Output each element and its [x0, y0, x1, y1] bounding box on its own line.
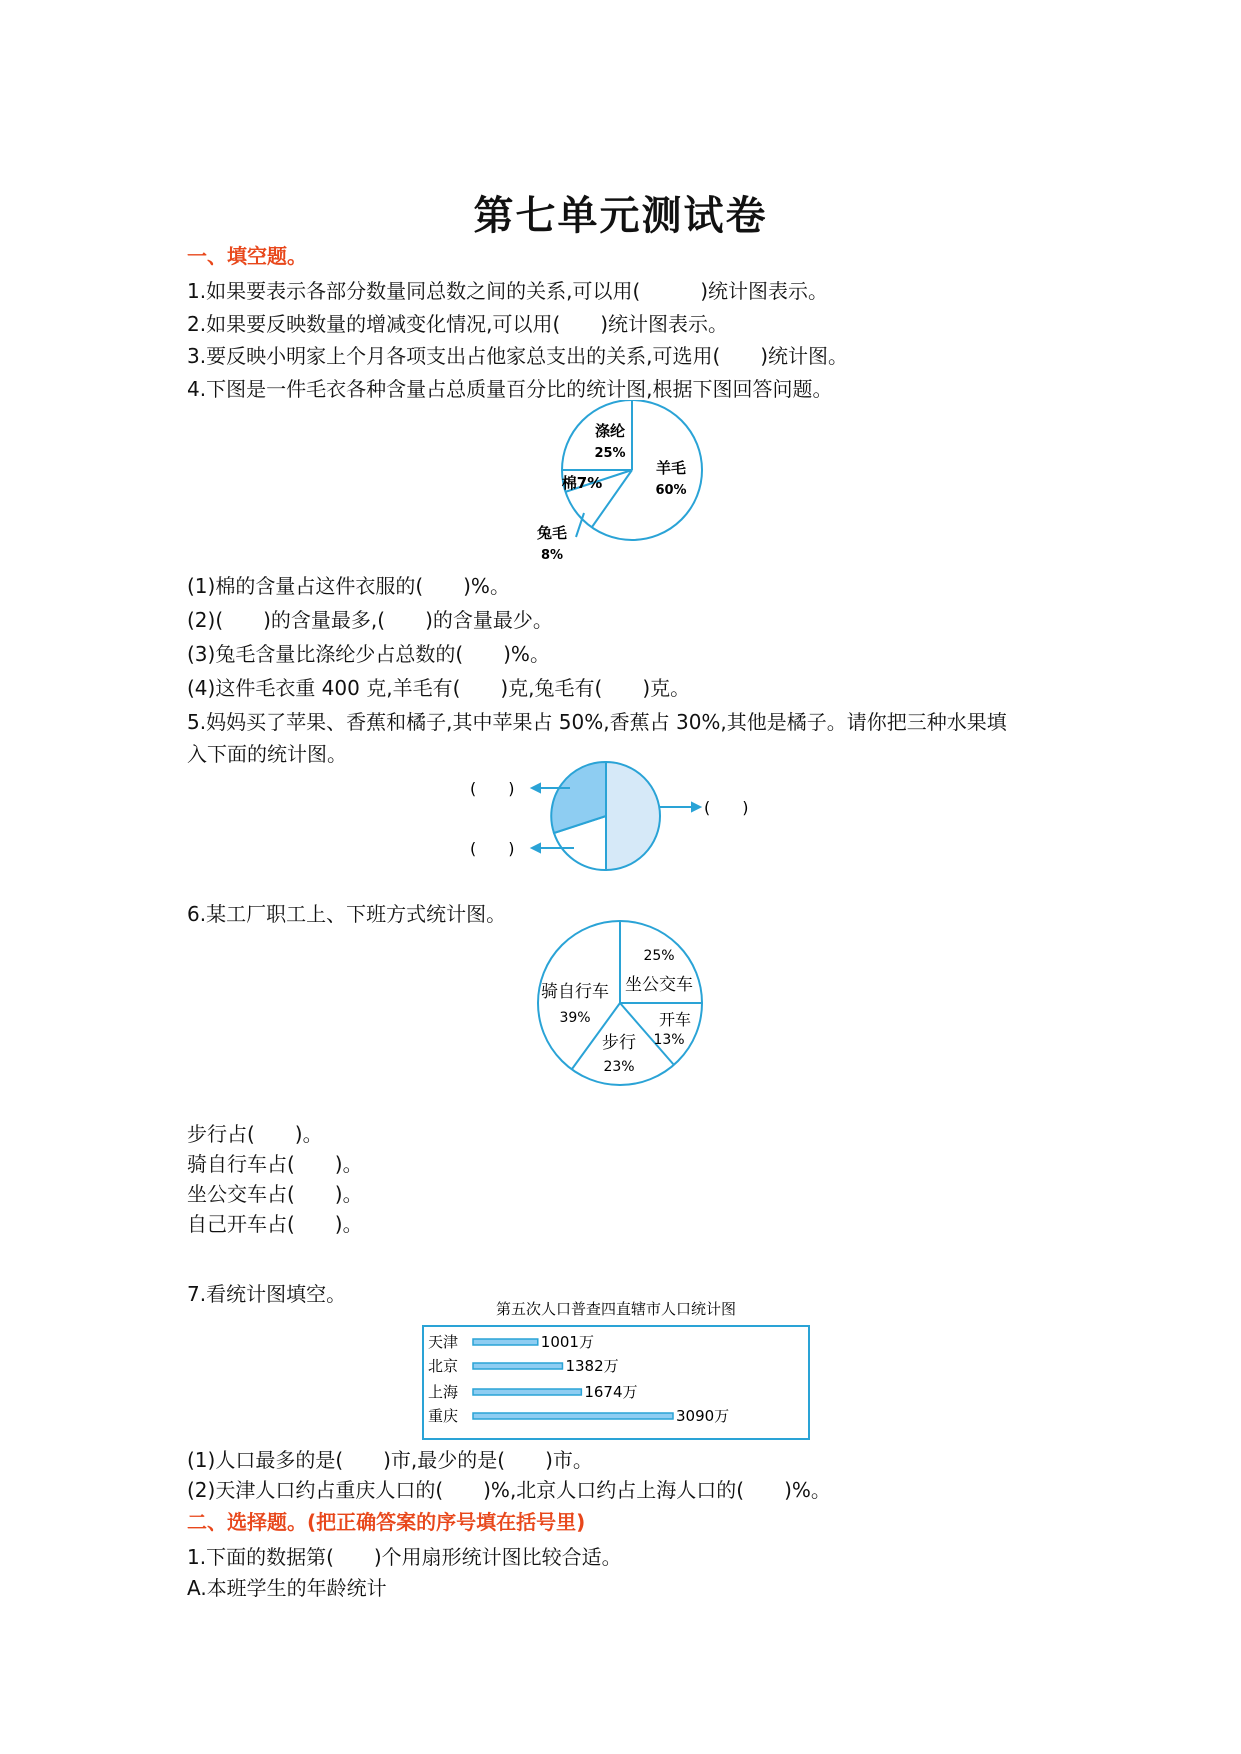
bar-value-label: 3090万: [676, 1407, 730, 1425]
blank-label-bottom-left: ( ): [470, 839, 515, 858]
bar: [473, 1363, 562, 1369]
category-label: 北京: [428, 1357, 459, 1375]
population-bar-chart: [420, 1298, 812, 1441]
bar: [473, 1339, 538, 1345]
section2-heading: 二、选择题。(把正确答案的序号填在括号里): [187, 1510, 586, 1534]
category-label: 上海: [428, 1383, 459, 1401]
q1-text: 1.如果要表示各部分数量同总数之间的关系,可以用( )统计图表示。: [187, 279, 829, 303]
q5-text-line1: 5.妈妈买了苹果、香蕉和橘子,其中苹果占 50%,香蕉占 30%,其他是橘子。请你把三种水果填: [187, 710, 1007, 734]
q4-sub-3: (3)兔毛含量比涤纶少占总数的( )%。: [187, 642, 550, 666]
page-title: 第七单元测试卷: [473, 193, 768, 239]
blank-label-right: ( ): [704, 798, 749, 817]
slice-label-bicycle: 骑自行车: [541, 982, 609, 1002]
s2-q1-option-a: A.本班学生的年龄统计: [187, 1576, 387, 1600]
q2-text: 2.如果要反映数量的增减变化情况,可以用( )统计图表示。: [187, 312, 729, 336]
q4-sub-1: (1)棉的含量占这件衣服的( )%。: [187, 574, 510, 598]
category-label: 天津: [428, 1333, 459, 1351]
section1-heading: 一、填空题。: [187, 244, 307, 268]
q4-sub-4: (4)这件毛衣重 400 克,羊毛有( )克,兔毛有( )克。: [187, 676, 691, 700]
q7-sub-2: (2)天津人口约占重庆人口的( )%,北京人口约占上海人口的( )%。: [187, 1478, 831, 1502]
q6-sub-2: 骑自行车占( )。: [187, 1152, 363, 1176]
slice-label-walk: 步行: [602, 1033, 636, 1053]
slice-label-bus: 坐公交车: [625, 975, 693, 995]
slice-label-rabbit-hair: 兔毛: [536, 524, 568, 542]
sweater-composition-pie: [520, 400, 720, 570]
arrow-head: [532, 844, 540, 852]
fruit-pie-blank: [470, 760, 780, 872]
slice-label-drive: 开车: [658, 1010, 692, 1029]
bar: [473, 1413, 673, 1419]
bar-value-label: 1382万: [565, 1357, 619, 1375]
q5-text-line2: 入下面的统计图。: [187, 742, 347, 766]
bar: [473, 1389, 581, 1395]
bar-value-label: 1001万: [540, 1333, 594, 1351]
q7-text: 7.看统计图填空。: [187, 1282, 347, 1306]
chart-title: 第五次人口普查四直辖市人口统计图: [495, 1300, 737, 1318]
slice-value-walk: 23%: [603, 1059, 635, 1075]
category-label: 重庆: [428, 1407, 459, 1425]
s2-q1-text: 1.下面的数据第( )个用扇形统计图比较合适。: [187, 1545, 622, 1569]
slice-label-wool: 羊毛: [655, 459, 687, 477]
arrow-head: [532, 784, 540, 792]
slice-label-polyester: 涤纶: [594, 422, 626, 440]
q6-sub-4: 自己开车占( )。: [187, 1212, 363, 1236]
q4-sub-2: (2)( )的含量最多,( )的含量最少。: [187, 608, 553, 632]
slice-label-cotton: 棉7%: [561, 474, 603, 492]
q6-sub-1: 步行占( )。: [187, 1122, 323, 1146]
bar-value-label: 1674万: [584, 1383, 638, 1401]
slice-value-polyester: 25%: [594, 446, 626, 461]
q3-text: 3.要反映小明家上个月各项支出占他家总支出的关系,可选用( )统计图。: [187, 344, 849, 368]
q7-sub-1: (1)人口最多的是( )市,最少的是( )市。: [187, 1448, 593, 1472]
blank-label-top-left: ( ): [470, 779, 515, 798]
q6-sub-3: 坐公交车占( )。: [187, 1182, 363, 1206]
arrow-head: [692, 803, 700, 811]
slice-value-drive: 13%: [653, 1032, 685, 1048]
slice-half: [606, 762, 660, 870]
q6-text: 6.某工厂职工上、下班方式统计图。: [187, 902, 507, 926]
slice-value-wool: 60%: [655, 483, 687, 498]
slice-value-bus: 25%: [643, 948, 675, 964]
q4-text: 4.下图是一件毛衣各种含量占总质量百分比的统计图,根据下图回答问题。: [187, 377, 833, 401]
slice-value-bicycle: 39%: [559, 1010, 591, 1026]
commute-pie: [535, 918, 705, 1088]
slice-value-rabbit-hair: 8%: [540, 548, 564, 563]
